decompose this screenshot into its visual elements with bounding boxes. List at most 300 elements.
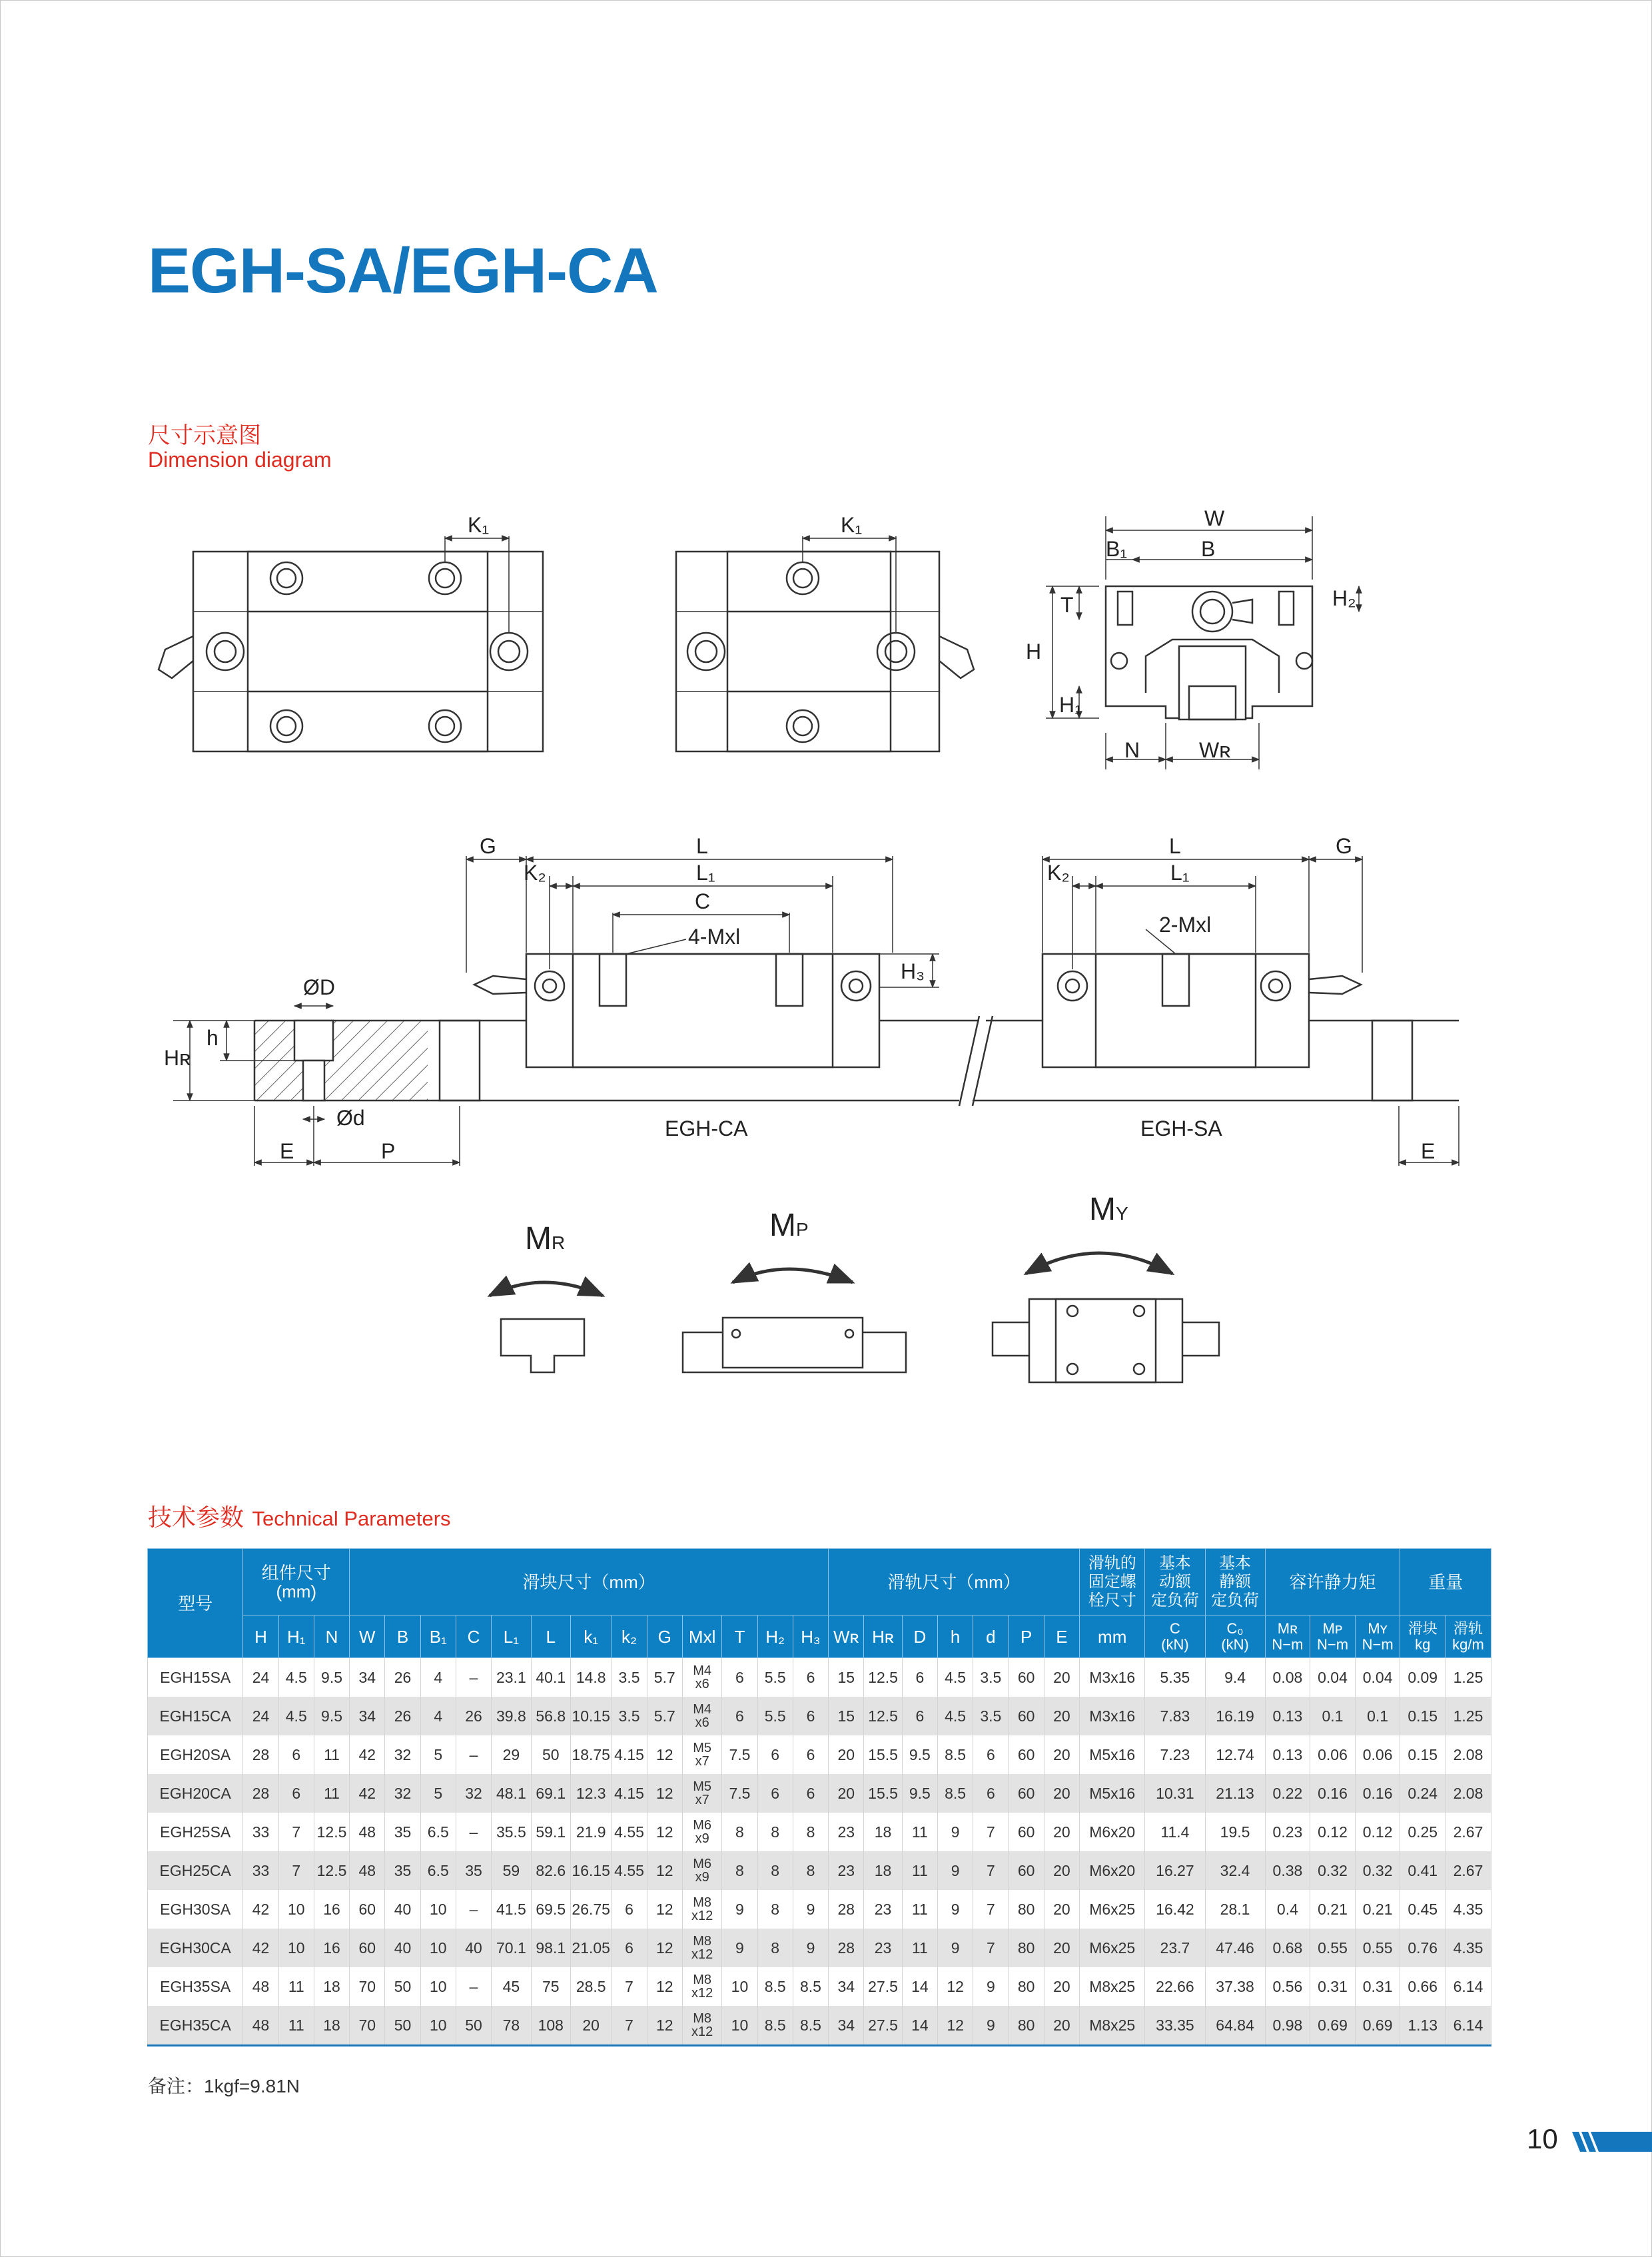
table-cell: 0.56 xyxy=(1265,1967,1310,2006)
label-hs: h xyxy=(206,1026,218,1050)
table-cell: 7.5 xyxy=(722,1774,757,1813)
table-cell: 59.1 xyxy=(531,1813,570,1851)
table-cell: 6 xyxy=(793,1697,828,1735)
label-k2-ca: K₂ xyxy=(524,861,546,885)
table-cell: 0.21 xyxy=(1310,1890,1356,1929)
label-hr: Hʀ xyxy=(164,1046,191,1070)
table-cell: M5 x7 xyxy=(682,1774,721,1813)
table-cell: 6.5 xyxy=(420,1813,456,1851)
table-cell: – xyxy=(456,1658,491,1697)
sub-header-cell: H xyxy=(243,1615,278,1658)
table-cell: 34 xyxy=(829,1967,864,2006)
table-cell: 6 xyxy=(722,1697,757,1735)
model-cell: EGH35SA xyxy=(148,1967,243,2006)
table-cell: 8.5 xyxy=(757,2006,793,2046)
sub-header-cell: Mʏ N−m xyxy=(1355,1615,1400,1658)
sub-header-cell: T xyxy=(722,1615,757,1658)
table-cell: 7 xyxy=(973,1813,1009,1851)
dimension-heading-en: Dimension diagram xyxy=(148,448,332,472)
table-row xyxy=(148,1967,1491,2006)
table-cell: 9 xyxy=(793,1929,828,1967)
table-cell: 80 xyxy=(1009,1967,1044,2006)
table-cell: 14.8 xyxy=(570,1658,611,1697)
sub-header-cell: W xyxy=(350,1615,385,1658)
table-cell: 5.5 xyxy=(757,1697,793,1735)
table-cell: M3x16 xyxy=(1080,1697,1145,1735)
table-cell: 0.98 xyxy=(1265,2006,1310,2046)
table-cell: 0.45 xyxy=(1400,1890,1446,1929)
table-cell: 15.5 xyxy=(864,1735,902,1774)
table-row xyxy=(148,1774,1491,1813)
table-cell: 8.5 xyxy=(757,1967,793,2006)
table-cell: 6 xyxy=(793,1774,828,1813)
table-cell: 4.5 xyxy=(278,1658,314,1697)
sub-header-cell: mm xyxy=(1080,1615,1145,1658)
table-cell: 20 xyxy=(829,1735,864,1774)
table-cell: 20 xyxy=(1044,1774,1079,1813)
table-cell: 21.9 xyxy=(570,1813,611,1851)
dimension-heading-cn: 尺寸示意图 xyxy=(148,423,261,448)
table-cell: 0.22 xyxy=(1265,1774,1310,1813)
table-cell: 8 xyxy=(793,1813,828,1851)
table-cell: 26 xyxy=(385,1658,420,1697)
sub-header-cell: L xyxy=(531,1615,570,1658)
table-cell: 11 xyxy=(278,1967,314,2006)
table-cell: 70.1 xyxy=(492,1929,531,1967)
table-cell: 7 xyxy=(612,2006,647,2046)
table-cell: 70 xyxy=(350,1967,385,2006)
table-cell: 0.04 xyxy=(1310,1658,1356,1697)
table-cell: 82.6 xyxy=(531,1851,570,1890)
label-my-main: M xyxy=(1089,1192,1116,1227)
table-cell: 8 xyxy=(757,1813,793,1851)
table-cell: 80 xyxy=(1009,2006,1044,2046)
table-cell: 28 xyxy=(829,1890,864,1929)
table-cell: 4.35 xyxy=(1446,1929,1491,1967)
table-cell: 6 xyxy=(902,1697,937,1735)
sub-header-cell: C xyxy=(456,1615,491,1658)
table-cell: 8 xyxy=(757,1890,793,1929)
table-cell: 6.14 xyxy=(1446,1967,1491,2006)
hdr-static: 基本 静额 定负荷 xyxy=(1205,1549,1265,1615)
table-cell: 9 xyxy=(973,2006,1009,2046)
table-cell: 10 xyxy=(722,2006,757,2046)
table-cell: 50 xyxy=(385,1967,420,2006)
table-cell: 0.32 xyxy=(1355,1851,1400,1890)
table-cell: 18 xyxy=(864,1851,902,1890)
table-cell: 6 xyxy=(973,1774,1009,1813)
sub-header-cell: 滑轨 kg/m xyxy=(1446,1615,1491,1658)
table-cell: 40 xyxy=(385,1890,420,1929)
table-cell: 11 xyxy=(902,1851,937,1890)
table-cell: 35.5 xyxy=(492,1813,531,1851)
table-cell: 6 xyxy=(757,1774,793,1813)
table-cell: 11 xyxy=(278,2006,314,2046)
table-cell: 12 xyxy=(647,1813,682,1851)
label-c: C xyxy=(695,889,711,913)
table-cell: 6 xyxy=(612,1929,647,1967)
model-cell: EGH25SA xyxy=(148,1813,243,1851)
table-cell: 7.83 xyxy=(1145,1697,1205,1735)
hdr-rail: 滑轨尺寸（mm） xyxy=(829,1549,1080,1615)
sub-header-cell: B₁ xyxy=(420,1615,456,1658)
table-cell: 11 xyxy=(902,1890,937,1929)
table-cell: 5.7 xyxy=(647,1658,682,1697)
table-cell: 10 xyxy=(420,1890,456,1929)
label-k1-b: K₁ xyxy=(841,513,863,537)
table-cell: 16.42 xyxy=(1145,1890,1205,1929)
table-cell: 0.55 xyxy=(1310,1929,1356,1967)
table-cell: 48.1 xyxy=(492,1774,531,1813)
hdr-block: 滑块尺寸（mm） xyxy=(350,1549,829,1615)
table-cell: 12 xyxy=(647,1735,682,1774)
table-cell: 28 xyxy=(243,1735,278,1774)
table-cell: 47.46 xyxy=(1205,1929,1265,1967)
table-cell: 7 xyxy=(278,1813,314,1851)
label-h1: H₁ xyxy=(1059,693,1082,717)
sub-header-cell: H₃ xyxy=(793,1615,828,1658)
table-cell: 12 xyxy=(647,1929,682,1967)
table-cell: 8.5 xyxy=(793,1967,828,2006)
table-cell: 0.24 xyxy=(1400,1774,1446,1813)
table-cell: 12.5 xyxy=(864,1697,902,1735)
table-cell: 98.1 xyxy=(531,1929,570,1967)
table-cell: 9 xyxy=(722,1890,757,1929)
label-e-left: E xyxy=(280,1139,294,1163)
table-cell: 75 xyxy=(531,1967,570,2006)
table-cell: 45 xyxy=(492,1967,531,2006)
table-cell: 48 xyxy=(350,1813,385,1851)
model-cell: EGH20CA xyxy=(148,1774,243,1813)
table-cell: 15.5 xyxy=(864,1774,902,1813)
table-cell: 5 xyxy=(420,1735,456,1774)
sub-header-cell: Hʀ xyxy=(864,1615,902,1658)
table-cell: 6 xyxy=(757,1735,793,1774)
table-cell: 6 xyxy=(722,1658,757,1697)
table-cell: 8 xyxy=(757,1851,793,1890)
table-cell: 40 xyxy=(456,1929,491,1967)
table-row xyxy=(148,1813,1491,1851)
table-cell: 0.12 xyxy=(1310,1813,1356,1851)
table-cell: 12.5 xyxy=(314,1851,349,1890)
table-cell: 4.55 xyxy=(612,1813,647,1851)
table-cell: 60 xyxy=(1009,1813,1044,1851)
table-cell: M6x20 xyxy=(1080,1851,1145,1890)
table-cell: 0.06 xyxy=(1310,1735,1356,1774)
table-cell: 18 xyxy=(314,2006,349,2046)
table-cell: 42 xyxy=(350,1774,385,1813)
page-number: 10 xyxy=(1527,2123,1558,2154)
table-cell: 16 xyxy=(314,1890,349,1929)
table-cell: 5.7 xyxy=(647,1697,682,1735)
table-cell: 6 xyxy=(793,1735,828,1774)
table-cell: 6.5 xyxy=(420,1851,456,1890)
table-cell: M5x16 xyxy=(1080,1735,1145,1774)
table-cell: – xyxy=(456,1813,491,1851)
hdr-bolt: 滑轨的 固定螺 栓尺寸 xyxy=(1080,1549,1145,1615)
table-cell: 35 xyxy=(385,1851,420,1890)
spec-table xyxy=(147,1548,1491,2046)
table-cell: 0.08 xyxy=(1265,1658,1310,1697)
table-cell: 9 xyxy=(937,1813,973,1851)
table-cell: 9 xyxy=(937,1929,973,1967)
model-cell: EGH15CA xyxy=(148,1697,243,1735)
table-cell: 7 xyxy=(973,1929,1009,1967)
table-cell: 60 xyxy=(350,1929,385,1967)
table-cell: 2.67 xyxy=(1446,1813,1491,1851)
table-cell: 33.35 xyxy=(1145,2006,1205,2046)
label-l1-sa: L₁ xyxy=(1170,861,1190,885)
label-l-ca: L xyxy=(696,834,708,858)
table-cell: 10 xyxy=(420,2006,456,2046)
table-cell: 0.66 xyxy=(1400,1967,1446,2006)
table-cell: 6 xyxy=(612,1890,647,1929)
label-w: W xyxy=(1204,506,1225,530)
table-cell: 19.5 xyxy=(1205,1813,1265,1851)
table-cell: 9 xyxy=(937,1851,973,1890)
table-cell: 10 xyxy=(722,1967,757,2006)
table-cell: 20 xyxy=(1044,1697,1079,1735)
table-cell: M8 x12 xyxy=(682,2006,721,2046)
table-cell: 60 xyxy=(1009,1735,1044,1774)
table-cell: 4.5 xyxy=(937,1697,973,1735)
table-cell: 15 xyxy=(829,1658,864,1697)
table-cell: 0.32 xyxy=(1310,1851,1356,1890)
table-cell: 0.76 xyxy=(1400,1929,1446,1967)
table-cell: 32.4 xyxy=(1205,1851,1265,1890)
table-cell: 0.06 xyxy=(1355,1735,1400,1774)
table-cell: 42 xyxy=(350,1735,385,1774)
table-cell: M6 x9 xyxy=(682,1813,721,1851)
label-e-right: E xyxy=(1421,1139,1436,1163)
table-cell: 50 xyxy=(385,2006,420,2046)
table-cell: 7 xyxy=(278,1851,314,1890)
table-cell: 33 xyxy=(243,1851,278,1890)
table-cell: 9.5 xyxy=(314,1697,349,1735)
table-row xyxy=(148,1658,1491,1697)
label-b1: B₁ xyxy=(1106,537,1128,561)
table-cell: 3.5 xyxy=(612,1697,647,1735)
table-cell: 0.31 xyxy=(1310,1967,1356,2006)
label-my-sub: Y xyxy=(1115,1203,1128,1224)
table-cell: 20 xyxy=(1044,1851,1079,1890)
table-cell: 9.4 xyxy=(1205,1658,1265,1697)
table-cell: 4.15 xyxy=(612,1735,647,1774)
table-cell: 60 xyxy=(1009,1851,1044,1890)
table-cell: 0.1 xyxy=(1310,1697,1356,1735)
table-cell: 18 xyxy=(864,1813,902,1851)
table-cell: 8.5 xyxy=(937,1735,973,1774)
table-cell: 29 xyxy=(492,1735,531,1774)
model-cell: EGH35CA xyxy=(148,2006,243,2046)
label-od: ØD xyxy=(303,975,335,999)
table-cell: 9.5 xyxy=(902,1735,937,1774)
table-cell: M4 x6 xyxy=(682,1697,721,1735)
label-egh-ca: EGH-CA xyxy=(665,1117,748,1140)
table-cell: 10 xyxy=(420,1929,456,1967)
table-cell: 0.15 xyxy=(1400,1697,1446,1735)
table-cell: 10.31 xyxy=(1145,1774,1205,1813)
table-cell: 40.1 xyxy=(531,1658,570,1697)
table-cell: 28 xyxy=(243,1774,278,1813)
table-cell: 20 xyxy=(570,2006,611,2046)
label-g-sa: G xyxy=(1336,834,1352,858)
label-4mxl: 4-Mxl xyxy=(688,925,741,949)
label-egh-sa: EGH-SA xyxy=(1140,1117,1222,1140)
table-cell: 12 xyxy=(647,1967,682,2006)
table-cell: 10 xyxy=(278,1929,314,1967)
table-cell: 4 xyxy=(420,1658,456,1697)
table-cell: 20 xyxy=(1044,1735,1079,1774)
table-cell: 8 xyxy=(793,1851,828,1890)
table-cell: 24 xyxy=(243,1658,278,1697)
label-mp-sub: P xyxy=(795,1219,809,1240)
table-cell: M3x16 xyxy=(1080,1658,1145,1697)
spec-table-body xyxy=(148,1658,1491,2046)
table-cell: 7 xyxy=(612,1967,647,2006)
label-mp xyxy=(769,1207,809,1244)
table-row xyxy=(148,1697,1491,1735)
table-cell: 1.13 xyxy=(1400,2006,1446,2046)
hdr-dynamic: 基本 动额 定负荷 xyxy=(1145,1549,1205,1615)
table-cell: 23.7 xyxy=(1145,1929,1205,1967)
table-cell: 8.5 xyxy=(793,2006,828,2046)
table-cell: 9 xyxy=(722,1929,757,1967)
label-mr-main: M xyxy=(525,1221,552,1256)
table-cell: 1.25 xyxy=(1446,1697,1491,1735)
table-cell: 6 xyxy=(793,1658,828,1697)
label-h3: H₃ xyxy=(901,959,925,983)
sub-header-cell: k₂ xyxy=(612,1615,647,1658)
sub-header-cell: H₂ xyxy=(757,1615,793,1658)
table-cell: 69.1 xyxy=(531,1774,570,1813)
hdr-assembly: 组件尺寸 (mm) xyxy=(243,1549,350,1615)
model-cell: EGH15SA xyxy=(148,1658,243,1697)
table-cell: 28 xyxy=(829,1929,864,1967)
table-cell: 42 xyxy=(243,1890,278,1929)
table-cell: 16.27 xyxy=(1145,1851,1205,1890)
table-cell: 6 xyxy=(278,1735,314,1774)
sub-header-cell: C (kN) xyxy=(1145,1615,1205,1658)
table-cell: 10 xyxy=(278,1890,314,1929)
table-cell: 12 xyxy=(937,1967,973,2006)
table-cell: 9 xyxy=(937,1890,973,1929)
table-cell: 12.74 xyxy=(1205,1735,1265,1774)
table-cell: 9 xyxy=(793,1890,828,1929)
sub-header-cell: P xyxy=(1009,1615,1044,1658)
table-cell: 1.25 xyxy=(1446,1658,1491,1697)
table-cell: 9 xyxy=(973,1967,1009,2006)
table-cell: 42 xyxy=(243,1929,278,1967)
footnote: 备注：1kgf=9.81N xyxy=(148,2076,300,2096)
table-cell: 39.8 xyxy=(492,1697,531,1735)
label-p: P xyxy=(381,1139,396,1163)
table-cell: 14 xyxy=(902,2006,937,2046)
table-cell: 0.12 xyxy=(1355,1813,1400,1851)
table-cell: 80 xyxy=(1009,1929,1044,1967)
table-cell: M8 x12 xyxy=(682,1929,721,1967)
table-cell: 20 xyxy=(1044,2006,1079,2046)
table-cell: 4.5 xyxy=(937,1658,973,1697)
table-row xyxy=(148,2006,1491,2046)
table-cell: 12.3 xyxy=(570,1774,611,1813)
table-cell: 18.75 xyxy=(570,1735,611,1774)
table-cell: 3.5 xyxy=(612,1658,647,1697)
table-cell: 21.13 xyxy=(1205,1774,1265,1813)
table-cell: 23 xyxy=(829,1851,864,1890)
table-cell: 35 xyxy=(456,1851,491,1890)
table-cell: 33 xyxy=(243,1813,278,1851)
table-cell: 12 xyxy=(647,1851,682,1890)
label-mr xyxy=(525,1220,565,1257)
table-cell: 0.21 xyxy=(1355,1890,1400,1929)
table-cell: 23 xyxy=(864,1890,902,1929)
page-number-stripes xyxy=(1572,2132,1652,2152)
table-cell: 7 xyxy=(973,1890,1009,1929)
table-cell: 11.4 xyxy=(1145,1813,1205,1851)
table-cell: 20 xyxy=(1044,1929,1079,1967)
table-cell: 11 xyxy=(314,1735,349,1774)
table-cell: M6x25 xyxy=(1080,1929,1145,1967)
table-cell: 14 xyxy=(902,1967,937,2006)
table-cell: 15 xyxy=(829,1697,864,1735)
table-cell: M5x16 xyxy=(1080,1774,1145,1813)
table-cell: 0.13 xyxy=(1265,1735,1310,1774)
table-cell: 2.08 xyxy=(1446,1774,1491,1813)
table-cell: 48 xyxy=(243,2006,278,2046)
table-cell: 0.1 xyxy=(1355,1697,1400,1735)
sub-header-row xyxy=(148,1615,1491,1658)
sub-header-cell: Mʀ N−m xyxy=(1265,1615,1310,1658)
table-row xyxy=(148,1929,1491,1967)
table-cell: 32 xyxy=(385,1774,420,1813)
table-cell: 21.05 xyxy=(570,1929,611,1967)
hdr-moment: 容许静力矩 xyxy=(1265,1549,1400,1615)
label-l-sa: L xyxy=(1169,834,1181,858)
table-cell: 12 xyxy=(647,2006,682,2046)
label-g-ca: G xyxy=(480,834,496,858)
label-mr-sub: R xyxy=(551,1232,566,1253)
table-cell: – xyxy=(456,1890,491,1929)
table-cell: 7 xyxy=(973,1851,1009,1890)
table-cell: 12 xyxy=(647,1774,682,1813)
table-cell: 0.23 xyxy=(1265,1813,1310,1851)
table-cell: M6x25 xyxy=(1080,1890,1145,1929)
table-cell: 28.5 xyxy=(570,1967,611,2006)
label-2mxl: 2-Mxl xyxy=(1159,913,1212,937)
sub-header-cell: 滑块 kg xyxy=(1400,1615,1446,1658)
table-cell: 20 xyxy=(1044,1658,1079,1697)
sub-header-cell: G xyxy=(647,1615,682,1658)
table-cell: 60 xyxy=(1009,1697,1044,1735)
sub-header-cell: D xyxy=(902,1615,937,1658)
table-cell: 26 xyxy=(456,1697,491,1735)
table-cell: M8 x12 xyxy=(682,1967,721,2006)
table-cell: 59 xyxy=(492,1851,531,1890)
label-b: B xyxy=(1201,537,1216,561)
sub-header-cell: h xyxy=(937,1615,973,1658)
table-cell: 50 xyxy=(531,1735,570,1774)
table-cell: 4.35 xyxy=(1446,1890,1491,1929)
table-cell: 26.75 xyxy=(570,1890,611,1929)
table-cell: 37.38 xyxy=(1205,1967,1265,2006)
label-h: H xyxy=(1026,640,1042,664)
table-cell: 11 xyxy=(902,1929,937,1967)
hdr-model: 型号 xyxy=(148,1549,243,1658)
table-cell: 0.13 xyxy=(1265,1697,1310,1735)
table-cell: 4 xyxy=(420,1697,456,1735)
table-cell: 7.23 xyxy=(1145,1735,1205,1774)
